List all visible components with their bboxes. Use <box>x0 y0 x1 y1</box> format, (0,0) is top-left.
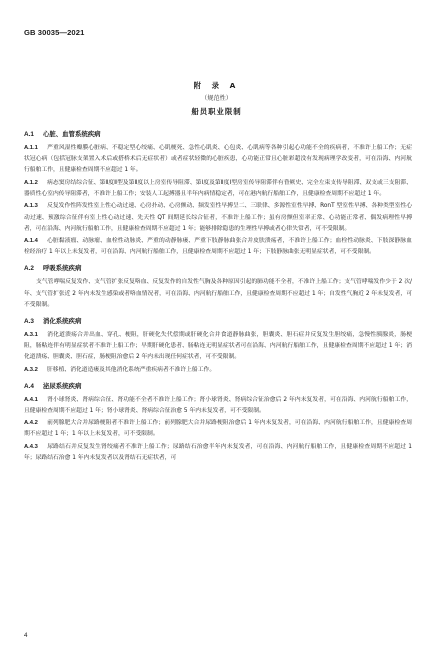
clause-number: A.1.3 <box>24 203 38 210</box>
clause-paragraph <box>24 143 412 176</box>
section-heading <box>24 316 412 327</box>
clause-paragraph <box>24 236 412 258</box>
section-title: 心脏、血管系统疾病 <box>43 130 101 138</box>
clause-text: 严重风湿性瓣膜心脏病、不稳定型心绞痛、心肌梗死、急性心肌炎、心包炎、心肌病等各种引起心功能不全的疾病者，不准许上船工作；无症状冠心病（包括冠脉支架置入术后或搭桥术后无症状者）或者症状轻微的心脏疾患，心功能正常且心脏彩超没有发现病理学改变者，可在沿海、内河航行船舶工作，且健康检查周期不应超过 1 年。 <box>24 145 412 174</box>
clause-text: 反复发作性阵发性室上性心动过速、心房扑动、心房颤动、频发室性早搏呈二、三联律、多源性室性早搏、RonT 型室性早搏、各种类型室性心动过速、预激综合征伴有室上性心动过速、先天性 QT 间期延长综合征者，不准许上船工作；虽有房颤但室率正常、心功能正常者、偶发病理性早搏者，可在沿海、内河航行船舶工作，且健康检查周期不应超过 1 年；能够排除隐患的生理性早搏或者心律失常者，可不受限制。 <box>24 203 412 232</box>
section-heading <box>24 129 412 140</box>
clause-number: A.1.2 <box>24 179 38 186</box>
section-heading <box>24 263 412 274</box>
clause-number: A.3.2 <box>24 366 38 373</box>
clause-paragraph <box>24 418 412 440</box>
clause-number: A.3.1 <box>24 331 38 338</box>
document-body <box>24 124 412 466</box>
clause-paragraph <box>24 277 412 310</box>
clause-number: A.4.1 <box>24 396 38 403</box>
section-number: A.1 <box>24 131 34 138</box>
appendix-name: 船员职业限制 <box>191 107 242 116</box>
clause-text: 肾小球肾炎、肾病综合征、肾功能不全者不准许上船工作；肾小球肾炎、肾病综合征治愈后 2 年内未复发者，可在沿海、内河航行船舶工作，且健康检查周期不应超过 1 年；肾小球肾炎、肾病综合征治愈 5 年内未复发者，可不受限制。 <box>24 396 412 414</box>
standard-code: GB 30035—2021 <box>24 28 85 37</box>
clause-text: 消化道溃疡合并出血、穿孔、梗阻，肝硬化失代偿期或肝硬化合并食道静脉曲张，胆囊炎、胆石症并反复发生胆绞痛，急慢性胰腺炎，肠梗阻，肠粘连伴有明显症状者不准许上船工作；早期肝硬化患者、肠粘连无明显症状者可在沿海、内河航行船舶工作，且健康检查周期不应超过 1 年；消化道溃疡、胆囊炎、胆石症，肠梗阻治愈后 2 年内未出现任何症状者，可不受限制。 <box>24 331 412 360</box>
clause-paragraph <box>24 442 412 464</box>
section-number: A.2 <box>24 265 34 273</box>
clause-paragraph <box>24 178 412 200</box>
clause-number: A.4.3 <box>24 443 38 450</box>
page-number: 4 <box>24 632 28 639</box>
section-number: A.3 <box>24 317 34 325</box>
clause-number: A.1.4 <box>24 238 38 245</box>
clause-number: A.4.2 <box>24 420 38 427</box>
section-number: A.4 <box>24 382 34 390</box>
clause-text: 肝移植、消化道造瘘及其他消化系统严重疾病者不准许上船工作。 <box>47 366 216 373</box>
appendix-title: 附 录 A <box>193 81 240 90</box>
clause-number: A.1.1 <box>24 145 38 151</box>
clause-paragraph <box>24 395 412 417</box>
clause-text: 支气管哮喘反复发作、支气管扩张反复咯血、反复发作的自发性气胸及各种原因引起的肺功能不全者，不准许上船工作；支气管哮喘发作少于 2 次/年、支气管扩张近 2 年内未发生感染或者咯血情况者，可在沿海、内河航行船舶工作，且健康检查周期不应超过 1 年；自发性气胸近 2 年未复发者，可不受限制。 <box>24 279 412 308</box>
clause-text: 尿路结石并反复发生肾绞痛者不准许上船工作；尿路结石治愈半年内未复发者，可在沿海、内河航行船舶工作，且健康检查周期不应超过 1 年；尿路结石治愈 1 年内未复发者以及肾结石无症状者，可 <box>24 443 412 462</box>
clause-paragraph <box>24 365 412 376</box>
section-title: 呼吸系统疾病 <box>43 264 82 273</box>
clause-paragraph <box>24 201 412 234</box>
section-title: 消化系统疾病 <box>43 316 82 325</box>
clause-text: 心脏黏液瘤、动脉瘤、血栓性动脉炎、严重的动静脉瘘、严重下肢静脉曲张合并皮肤溃疡者，不准许上船工作；血栓性动脉炎、下肢深静脉血栓经治疗 1 年以上未复发者，可在沿海、内河航行船舶工作，且健康检查周期不应超过 1 年；下肢静脉曲张无明显症状者，可不受限制。 <box>24 238 412 256</box>
clause-paragraph <box>24 330 412 363</box>
section-heading <box>24 381 412 392</box>
appendix-normative-label: （规范性） <box>201 95 232 102</box>
clause-text: 病态窦房结综合征、第Ⅱ度Ⅱ型及第Ⅱ度以上房室传导阻滞、第Ⅰ度及第Ⅱ度Ⅰ型房室传导阻滞伴有昏厥史、完全左束支传导阻滞、双支或三支阻滞、器质性心室内传导阻滞者，不准许上船工作；安装人工起搏器且半年内病情稳定者，可在港内航行船舶工作，且健康检查周期不应超过 1 年。 <box>24 179 412 197</box>
clause-text: 前列腺肥大合并尿路梗阻者不准许上船工作；前列腺肥大合并尿路梗阻治愈后 1 年内未复发者，可在沿海、内河航行船舶工作，且健康检查周期不应超过 1 年；1 年以上未复发者，可不受限制。 <box>24 420 412 438</box>
section-title: 泌尿系统疾病 <box>43 381 82 390</box>
